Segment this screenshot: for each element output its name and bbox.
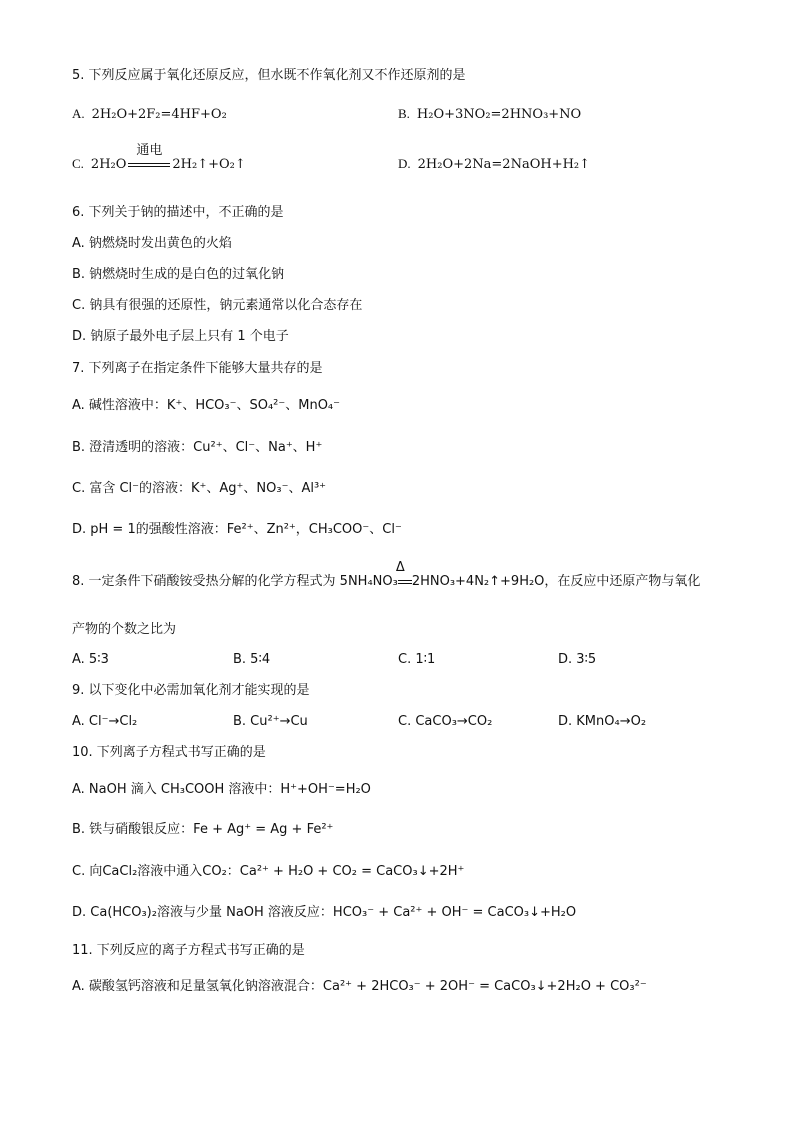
q6-option-d[interactable]: D. 钠原子最外电子层上只有 1 个电子 xyxy=(72,329,289,344)
q8-option-b[interactable]: B. 5∶4 xyxy=(233,652,271,667)
electrolysis-arrow xyxy=(128,142,170,167)
q10-option-c[interactable]: C. 向CaCl₂溶液中通入CO₂：Ca²⁺ + H₂O + CO₂ = CaCO₃↓+2H⁺ xyxy=(72,864,465,879)
q5-option-c-condition: 通电 xyxy=(136,142,163,158)
q5-option-b[interactable] xyxy=(398,106,581,123)
q5-option-c-label: C. xyxy=(72,156,84,171)
q7-stem: 7. 下列离子在指定条件下能够大量共存的是 xyxy=(72,361,323,376)
q8-option-d[interactable]: D. 3∶5 xyxy=(558,652,597,667)
q5-option-d-text: 2H₂O+2Na=2NaOH+H₂↑ xyxy=(417,157,591,172)
q6-option-a[interactable]: A. 钠燃烧时发出黄色的火焰 xyxy=(72,236,232,251)
q5-option-b-text: H₂O+3NO₂=2HNO₃+NO xyxy=(416,107,582,122)
q5-option-a-text: 2H₂O+2F₂=4HF+O₂ xyxy=(91,107,227,122)
q11-stem: 11. 下列反应的离子方程式书写正确的是 xyxy=(72,943,305,958)
q10-option-b[interactable]: B. 铁与硝酸银反应：Fe + Ag⁺ = Ag + Fe²⁺ xyxy=(72,822,334,837)
q5-option-c-left: 2H₂O xyxy=(90,157,127,172)
q9-option-d[interactable]: D. KMnO₄→O₂ xyxy=(558,714,647,729)
q9-option-c[interactable]: C. CaCO₃→CO₂ xyxy=(398,714,493,729)
q7-option-b[interactable]: B. 澄清透明的溶液：Cu²⁺、Cl⁻、Na⁺、H⁺ xyxy=(72,440,323,455)
q8-stem-post: 2HNO₃+4N₂↑+9H₂O，在反应中还原产物与氧化 xyxy=(411,574,701,589)
q8-stem-continued: 产物的个数之比为 xyxy=(72,622,177,637)
q7-option-c[interactable]: C. 富含 Cl⁻的溶液：K⁺、Ag⁺、NO₃⁻、Al³⁺ xyxy=(72,481,327,496)
q9-option-b[interactable]: B. Cu²⁺→Cu xyxy=(233,714,308,729)
q7-option-a[interactable]: A. 碱性溶液中：K⁺、HCO₃⁻、SO₄²⁻、MnO₄⁻ xyxy=(72,398,341,413)
q6-stem: 6. 下列关于钠的描述中，不正确的是 xyxy=(72,205,284,220)
q7-option-d[interactable]: D. pH = 1的强酸性溶液：Fe²⁺、Zn²⁺，CH₃COO⁻、Cl⁻ xyxy=(72,522,402,537)
heating-arrow xyxy=(395,559,412,584)
q5-option-a-label: A. xyxy=(72,106,85,121)
q8-condition: Δ xyxy=(395,559,405,575)
q5-stem: 5. 下列反应属于氧化还原反应，但水既不作氧化剂又不作还原剂的是 xyxy=(72,68,466,83)
q8-stem-pre: 8. 一定条件下硝酸铵受热分解的化学方程式为 5NH₄NO₃ xyxy=(72,574,398,589)
q6-option-c[interactable]: C. 钠具有很强的还原性，钠元素通常以化合态存在 xyxy=(72,298,363,313)
q5-option-b-label: B. xyxy=(398,106,410,121)
q5-option-c-right: 2H₂↑+O₂↑ xyxy=(172,157,246,172)
q5-option-d-label: D. xyxy=(398,156,411,171)
q8-option-a[interactable]: A. 5∶3 xyxy=(72,652,109,667)
q9-option-a[interactable]: A. Cl⁻→Cl₂ xyxy=(72,714,138,729)
q5-option-c[interactable] xyxy=(72,142,246,173)
q10-stem: 10. 下列离子方程式书写正确的是 xyxy=(72,745,266,760)
q9-stem: 9. 以下变化中必需加氧化剂才能实现的是 xyxy=(72,683,310,698)
q6-option-b[interactable]: B. 钠燃烧时生成的是白色的过氧化钠 xyxy=(72,267,285,282)
q8-option-c[interactable]: C. 1∶1 xyxy=(398,652,436,667)
q5-option-d[interactable] xyxy=(398,156,590,173)
q11-option-a[interactable]: A. 碳酸氢钙溶液和足量氢氧化钠溶液混合：Ca²⁺ + 2HCO₃⁻ + 2OH⁻ = CaCO₃↓+2H₂O + CO₃²⁻ xyxy=(72,979,647,994)
q5-option-a[interactable] xyxy=(72,106,227,123)
q10-option-d[interactable]: D. Ca(HCO₃)₂溶液与少量 NaOH 溶液反应：HCO₃⁻ + Ca²⁺ + OH⁻ = CaCO₃↓+H₂O xyxy=(72,905,577,920)
q10-option-a[interactable]: A. NaOH 滴入 CH₃COOH 溶液中：H⁺+OH⁻=H₂O xyxy=(72,782,371,797)
q8-stem xyxy=(72,559,701,590)
